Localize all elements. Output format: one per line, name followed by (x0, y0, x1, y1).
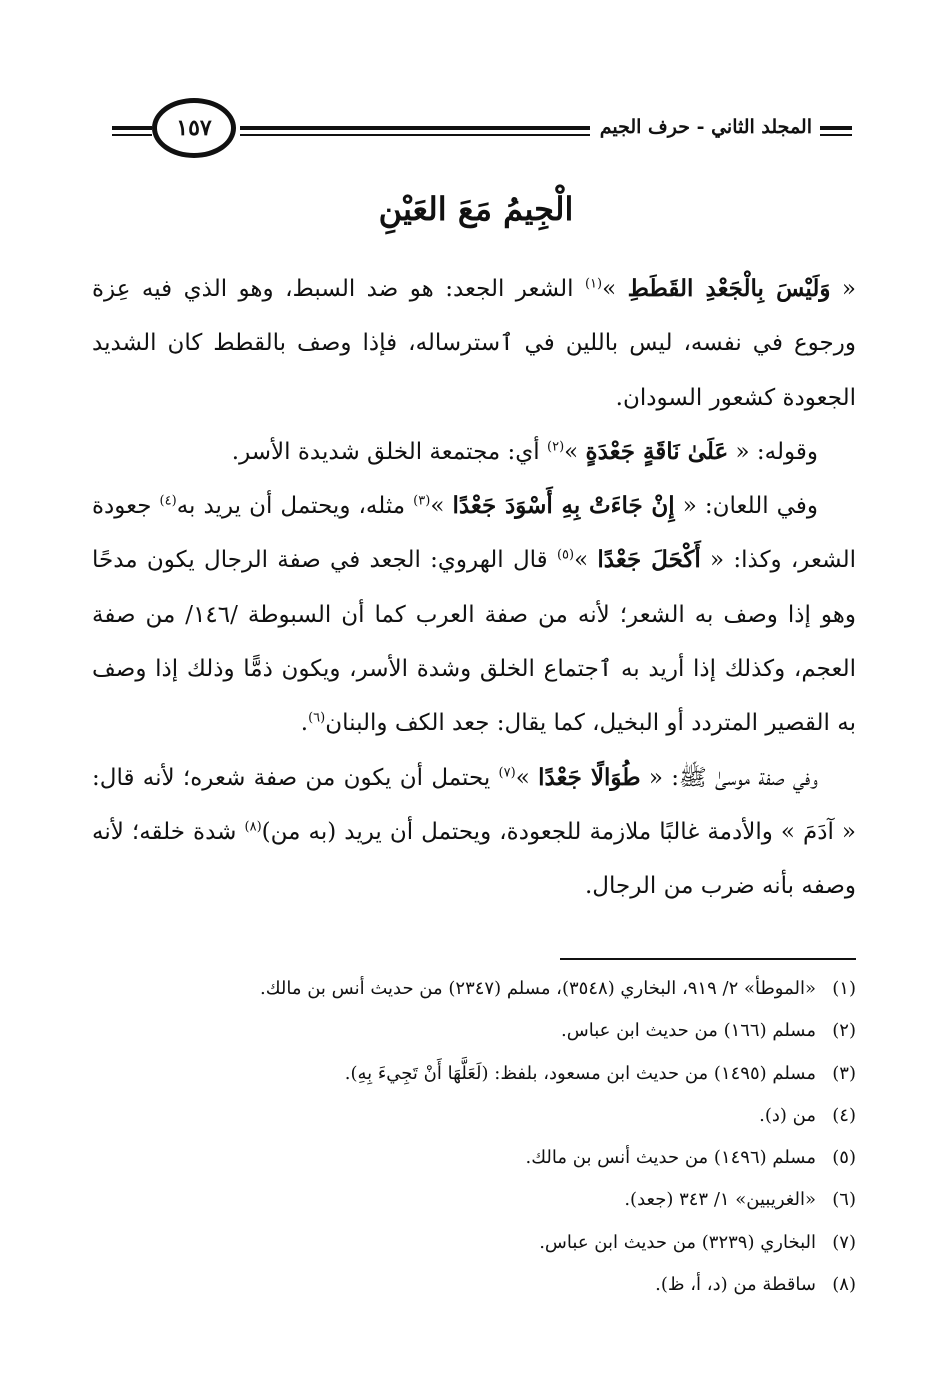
quoted-hadith: عَلَىٰ نَاقَةٍ جَعْدَةٍ (585, 437, 729, 465)
header-rule-left-bottom (112, 134, 152, 136)
footnote-number: (١) (832, 978, 856, 999)
footnote-ref: (٨) (244, 819, 262, 835)
footnote-item (92, 1137, 856, 1179)
text-run: مثله، ويحتمل أن يريد به (176, 493, 414, 520)
page-header (112, 98, 852, 162)
footnote-number: (٣) (832, 1062, 856, 1084)
text-run: . (300, 710, 309, 737)
footnote-ref: (٣) (413, 493, 431, 509)
footnote-text: البخاري (٣٢٣٩) من حديث ابن عباس. (539, 1231, 816, 1253)
footnote-number: (٧) (832, 1231, 856, 1253)
footnote-item (92, 1222, 856, 1264)
footnote-number: (٦) (832, 1189, 856, 1211)
footnote-ref: (١) (584, 276, 603, 292)
footnote-text: من (د). (759, 1104, 816, 1126)
footnote-text: مسلم (١٤٩٥) من حديث ابن مسعود، بلفظ: (لَعَلَّهَا أَنْ تَجِيءَ بِهِ). (344, 1062, 816, 1084)
text-run: يحتمل أن يكون من صفة شعره؛ لأنه قال: « آدَمَ » والأدمة غالبًا ملازمة للجعودة، ويحتمل أن يريد (به من) (92, 764, 856, 845)
paragraph (92, 751, 856, 914)
quoted-hadith: إِنْ جَاءَتْ بِهِ أَسْوَدَ جَعْدًا (452, 492, 675, 520)
footnote-ref: (٢) (547, 439, 565, 455)
quoted-hadith: طُوَالًا جَعْدًا (538, 763, 641, 791)
main-text (92, 262, 856, 914)
footnote-separator (560, 958, 856, 960)
text-run: شدة خلقه؛ لأنه وصفه بأنه ضرب من الرجال. (92, 818, 856, 900)
running-title: المجلد الثاني - حرف الجيم (599, 116, 812, 138)
footnote-item (92, 1010, 856, 1052)
quoted-hadith: وَلَيْسَ بِالْجَعْدِ القَطَطِ (627, 275, 831, 302)
footnote-item (92, 968, 856, 1010)
text-run: « (830, 276, 857, 302)
text-run: » (564, 438, 586, 465)
footnote-item (92, 1264, 856, 1306)
footnote-text: مسلم (١٦٦) من حديث ابن عباس. (561, 1020, 816, 1042)
header-rule-right-top (820, 126, 852, 130)
page-number: ١٥٧ (152, 98, 236, 158)
text-run: وفي اللعان: « (674, 493, 818, 520)
text-run: » (515, 764, 539, 791)
paragraph (92, 425, 856, 479)
footnote-text: «الموطأ» ٢/ ٩١٩، البخاري (٣٥٤٨)، مسلم (٢٣٤٧) من حديث أنس بن مالك. (259, 978, 816, 999)
footnote-ref: (٥) (556, 547, 575, 563)
header-rule-left-top (112, 126, 152, 130)
footnote-item (92, 1179, 856, 1221)
header-rule-top (240, 126, 590, 130)
footnote-item (92, 1053, 856, 1095)
text-run: قال الهروي: الجعد في صفة الرجال يكون مدحًا وهو إذا وصف به الشعر؛ لأنه من صفة العرب كما أن السبوطة /١٤٦/ من صفة العجم، وكذلك إذا أريد به ٱجتماع الخلق وشدة الأسر، ويكون ذمًّا وذلك إذا وصف به القصير المتردد أو البخيل، كما يقال: جعد الكف والبنان (92, 547, 857, 737)
text-run: » (574, 547, 598, 574)
footnote-ref: (٤) (159, 493, 177, 509)
text-run: وفي صفة موسىٰ ﷺ: « (640, 764, 818, 791)
text-run: أي: مجتمعة الخلق شديدة الأسر. (231, 438, 547, 465)
text-run: » (602, 276, 628, 302)
text-run: جعودة الشعر، وكذا: « (92, 493, 857, 574)
footnote-number: (٤) (832, 1104, 856, 1126)
footnote-ref: (٧) (498, 765, 516, 781)
text-run: » (430, 493, 453, 520)
chapter-title: الْجِيمُ مَعَ العَيْنِ (378, 190, 574, 228)
footnote-number: (٥) (832, 1147, 856, 1169)
text-run: الشعر الجعد: هو ضد السبط، وهو الذي فيه عِزة ورجوع في نفسه، ليس باللين في ٱسترساله، فإذا وصف بالقطط كان الشديد الجعودة كشعور السودان. (92, 276, 856, 411)
paragraph (92, 479, 856, 750)
footnote-ref: (٦) (308, 710, 326, 726)
paragraph (92, 262, 856, 425)
footnotes (92, 968, 856, 1306)
footnote-number: (٨) (832, 1274, 856, 1296)
footnote-number: (٢) (832, 1020, 856, 1042)
header-rule-right-bottom (820, 134, 852, 136)
text-run: وقوله: « (728, 438, 818, 465)
quoted-hadith: أَكْحَلَ جَعْدًا (597, 546, 701, 574)
header-rule-bottom (240, 134, 590, 136)
footnote-text: مسلم (١٤٩٦) من حديث أنس بن مالك. (525, 1147, 816, 1169)
footnote-text: «الغريبين» ١/ ٣٤٣ (جعد). (624, 1189, 816, 1211)
footnote-item (92, 1095, 856, 1137)
footnote-text: ساقطة من (د، أ، ظ). (655, 1274, 816, 1296)
